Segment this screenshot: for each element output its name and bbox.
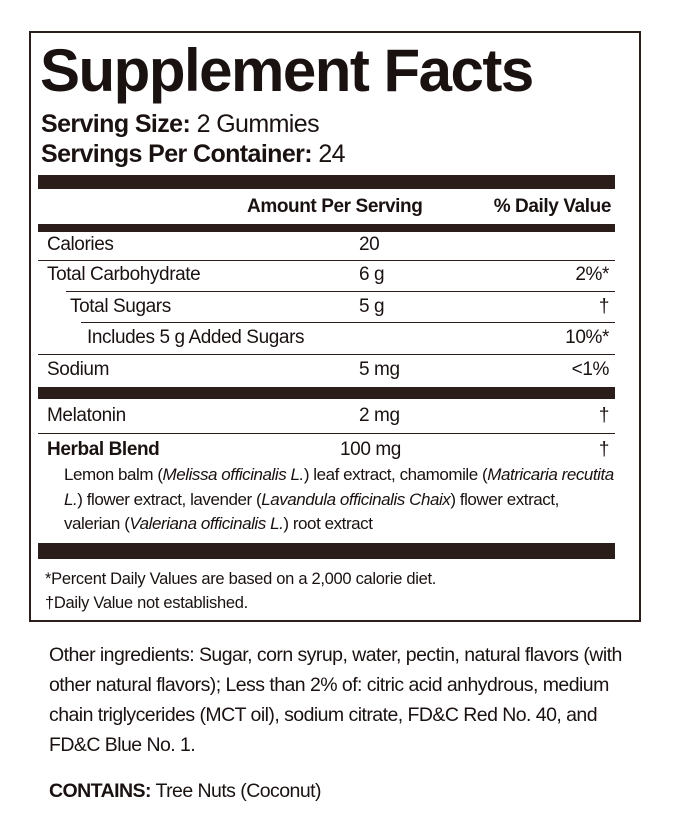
blend-text: ) flower extract, valerian ( bbox=[64, 489, 559, 533]
row-divider bbox=[38, 433, 615, 434]
contains-label: CONTAINS: bbox=[49, 780, 151, 802]
nutrient-amount: 2 mg bbox=[359, 405, 400, 426]
nutrient-amount: 6 g bbox=[359, 264, 385, 285]
amount-per-serving-header: Amount Per Serving bbox=[247, 196, 423, 217]
nutrient-daily-value: † bbox=[598, 405, 609, 426]
daily-value-header: % Daily Value bbox=[493, 196, 611, 217]
serving-size-value: 2 Gummies bbox=[196, 110, 319, 138]
servings-per-container bbox=[41, 139, 345, 169]
serving-size-label: Serving Size: bbox=[41, 110, 191, 138]
nutrient-amount: 100 mg bbox=[340, 439, 401, 460]
nutrient-name: Total Sugars bbox=[70, 296, 171, 317]
nutrient-row-herbal-blend bbox=[38, 437, 615, 463]
footnote-not-established: †Daily Value not established. bbox=[45, 594, 248, 612]
blend-text: ) root extract bbox=[283, 514, 373, 533]
thick-divider bbox=[38, 543, 615, 559]
row-divider bbox=[38, 354, 615, 355]
row-divider bbox=[38, 260, 615, 261]
nutrient-name: Sodium bbox=[47, 359, 110, 380]
allergen-statement bbox=[49, 776, 321, 806]
footnote-percent-dv: *Percent Daily Values are based on a 2,000 calorie diet. bbox=[45, 570, 437, 588]
nutrient-amount: 5 mg bbox=[359, 359, 400, 380]
other-ingredients: Other ingredients: Sugar, corn syrup, water, pectin, natural flavors (with other natural flavors); Less than 2% of: citric acid anhydrous, medium chain triglycerides (MCT oil), sodium citrate, FD&C Red No. 40, and FD&C Blue No. 1. bbox=[49, 644, 622, 756]
serving-size bbox=[41, 109, 319, 139]
nutrient-daily-value: 2%* bbox=[575, 264, 609, 285]
nutrient-name: Includes 5 g Added Sugars bbox=[87, 327, 305, 348]
nutrient-amount: 5 g bbox=[359, 296, 385, 317]
servings-per-container-value: 24 bbox=[318, 140, 345, 168]
nutrient-daily-value: <1% bbox=[571, 359, 609, 380]
thick-divider bbox=[38, 175, 615, 189]
herbal-blend-ingredients bbox=[64, 463, 614, 537]
servings-per-container-label: Servings Per Container: bbox=[41, 140, 313, 168]
blend-latin-name: Valeriana officinalis L. bbox=[129, 514, 284, 533]
blend-text: ) flower extract, lavender ( bbox=[77, 489, 262, 509]
blend-text: Lemon balm ( bbox=[64, 465, 163, 484]
contains-value: Tree Nuts (Coconut) bbox=[155, 780, 321, 802]
row-divider bbox=[66, 291, 615, 292]
supplement-facts-panel bbox=[29, 31, 641, 622]
blend-latin-name: Lavandula officinalis Chaix bbox=[261, 489, 451, 509]
nutrient-row-total-sugars bbox=[38, 294, 615, 320]
nutrient-name: Melatonin bbox=[47, 405, 126, 426]
nutrient-name: Herbal Blend bbox=[47, 439, 160, 460]
medium-divider bbox=[38, 224, 615, 232]
nutrient-row-calories bbox=[38, 232, 615, 258]
nutrient-row-total-carbohydrate bbox=[38, 262, 615, 288]
row-divider bbox=[81, 322, 615, 323]
nutrient-daily-value: † bbox=[598, 296, 609, 317]
nutrient-row-melatonin bbox=[38, 403, 615, 429]
blend-latin-name: Matricaria recutita L. bbox=[64, 465, 614, 509]
blend-text: ) leaf extract, chamomile ( bbox=[303, 465, 488, 484]
nutrient-row-sodium bbox=[38, 357, 615, 383]
nutrient-row-added-sugars bbox=[38, 325, 615, 351]
blend-latin-name: Melissa officinalis L. bbox=[162, 465, 304, 484]
nutrient-name: Total Carbohydrate bbox=[47, 264, 201, 285]
nutrient-daily-value: 10%* bbox=[565, 327, 609, 348]
nutrient-amount: 20 bbox=[359, 234, 380, 255]
thick-divider bbox=[38, 387, 615, 399]
nutrient-daily-value: † bbox=[598, 439, 609, 460]
nutrient-name: Calories bbox=[47, 234, 114, 255]
panel-title: Supplement Facts bbox=[40, 37, 533, 104]
